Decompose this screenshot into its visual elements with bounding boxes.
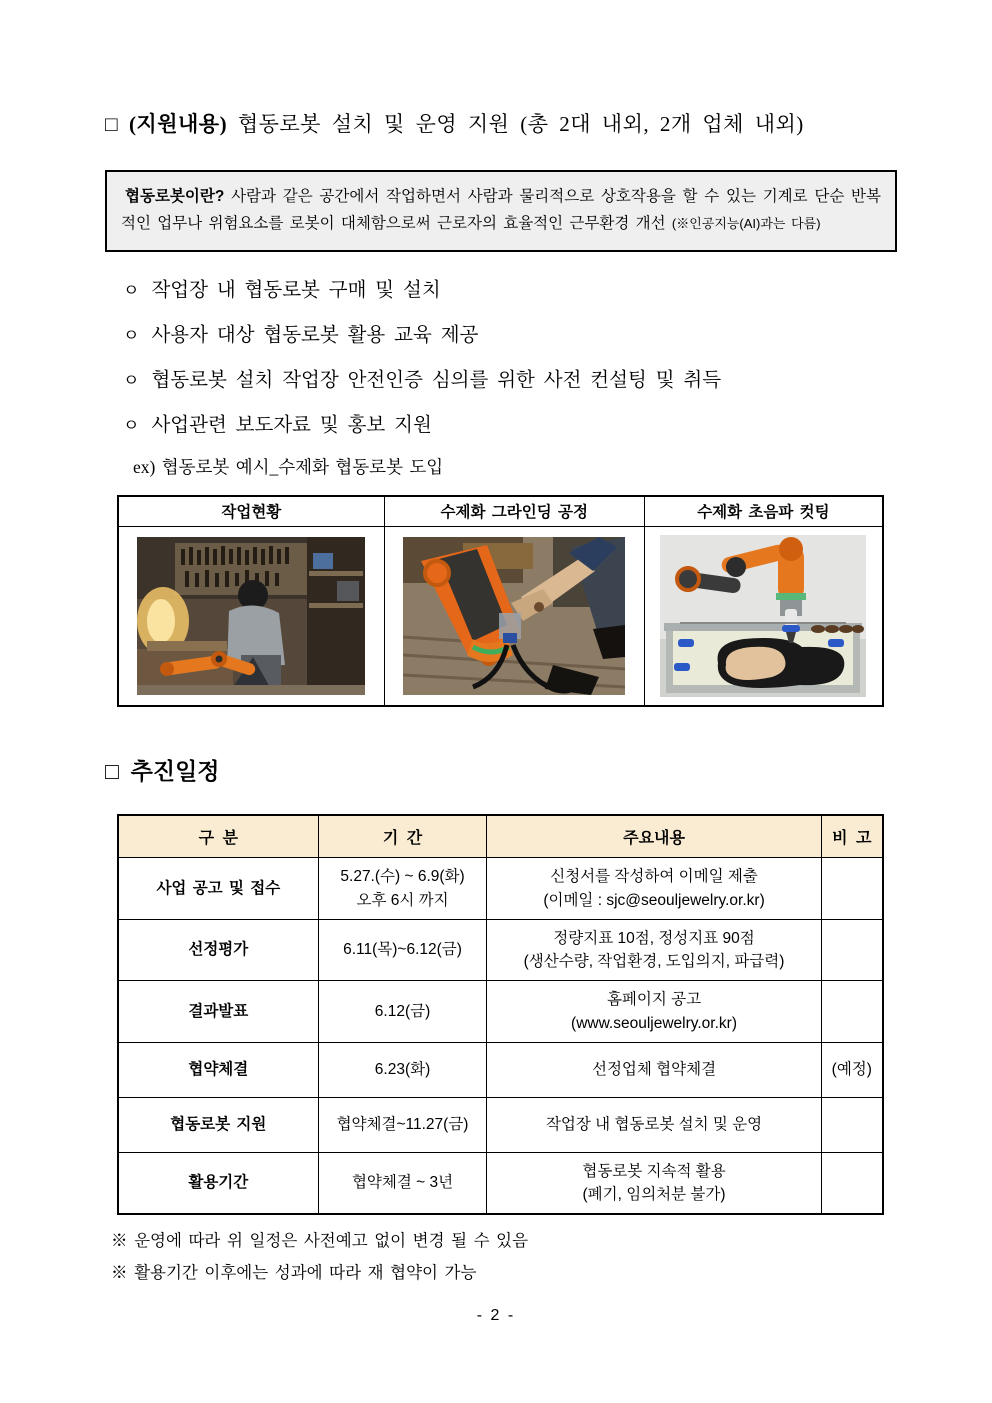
cobot-definition-box (105, 170, 897, 252)
cell-period: 6.23(화) (318, 1042, 487, 1097)
cell-period: 6.11(목)~6.12(금) (318, 919, 487, 981)
bullet-glyph: ㅇ (123, 416, 140, 436)
bullet-text: 사용자 대상 협동로봇 활용 교육 제공 (151, 325, 479, 347)
page-number: - 2 - (476, 1307, 516, 1324)
section1-checkbox-glyph: □ (105, 112, 119, 136)
column-header-category: 구 분 (118, 815, 318, 858)
cell-note (821, 1152, 883, 1214)
bullet-text: 협동로봇 설치 작업장 안전인증 심의를 위한 사전 컨설팅 및 취득 (151, 370, 722, 392)
cell-note: (예정) (821, 1042, 883, 1097)
photo-cell-grinding (384, 527, 644, 707)
photo-header-workshop: 작업현황 (118, 496, 384, 527)
section2-title (105, 753, 897, 786)
example-line: ex) 협동로봇 예시_수제화 협동로봇 도입 (133, 457, 444, 478)
support-bullet-list (105, 274, 897, 479)
cutting-photo (660, 535, 866, 697)
list-item (123, 364, 897, 392)
cell-content: 홈페이지 공고 (www.seouljewelry.or.kr) (487, 981, 821, 1043)
cell-note (821, 981, 883, 1043)
table-row (118, 919, 883, 981)
example-photo-table (117, 495, 884, 707)
photo-cell-workshop (118, 527, 384, 707)
column-header-note: 비 고 (821, 815, 883, 858)
definition-note: (※인공지능(AI)과는 다름) (671, 216, 821, 232)
photo-cell-cutting (644, 527, 883, 707)
definition-text: 사람과 같은 공간에서 작업하면서 사람과 물리적으로 상호작용을 할 수 있는 기계로 단순 반복적인 업무나 위험요소를 로봇이 대체함으로써 근로자의 효율적인 근무환경 개선 (121, 188, 881, 233)
list-item (123, 274, 897, 302)
cell-content: 협동로봇 지속적 활용 (폐기, 임의처분 불가) (487, 1152, 821, 1214)
photo-header-cutting: 수제화 초음파 컷팅 (644, 496, 883, 527)
table-row (118, 1152, 883, 1214)
table-row (118, 1042, 883, 1097)
section2-title-text: 추진일정 (130, 759, 220, 785)
column-header-period: 기 간 (318, 815, 487, 858)
cell-content: 신청서를 작성하여 이메일 제출 (이메일 : sjc@seouljewelry.or.kr) (487, 858, 821, 920)
schedule-table (117, 814, 884, 1215)
cell-period: 협약체결~11.27(금) (318, 1097, 487, 1152)
document-content (105, 0, 897, 1291)
cell-category: 선정평가 (118, 919, 318, 981)
list-item (123, 319, 897, 347)
table-row (118, 858, 883, 920)
cell-note (821, 919, 883, 981)
table-row (118, 1097, 883, 1152)
photo-row (118, 527, 883, 707)
section1-title-text: 협동로봇 설치 및 운영 지원 (총 2대 내외, 2개 업체 내외) (237, 112, 804, 136)
bullet-text: 작업장 내 협동로봇 구매 및 설치 (151, 280, 441, 302)
schedule-header-row (118, 815, 883, 858)
table-row (118, 981, 883, 1043)
cell-content: 정량지표 10점, 정성지표 90점 (생산수량, 작업환경, 도입의지, 파급력) (487, 919, 821, 981)
footnotes (111, 1227, 897, 1283)
cell-note (821, 858, 883, 920)
cell-category: 사업 공고 및 접수 (118, 858, 318, 920)
section1-title-keyword: (지원내용) (128, 112, 228, 136)
cell-period: 5.27.(수) ~ 6.9(화) 오후 6시 까지 (318, 858, 487, 920)
photo-header-grinding: 수제화 그라인딩 공정 (384, 496, 644, 527)
column-header-content: 주요내용 (487, 815, 821, 858)
cell-category: 협동로봇 지원 (118, 1097, 318, 1152)
photo-header-row (118, 496, 883, 527)
cell-category: 결과발표 (118, 981, 318, 1043)
bullet-glyph: ㅇ (123, 281, 140, 301)
cell-note (821, 1097, 883, 1152)
cell-content: 작업장 내 협동로봇 설치 및 운영 (487, 1097, 821, 1152)
bullet-glyph: ㅇ (123, 326, 140, 346)
cell-category: 활용기간 (118, 1152, 318, 1214)
cell-content: 선정업체 협약체결 (487, 1042, 821, 1097)
section2-checkbox-glyph: □ (105, 759, 119, 785)
workshop-photo (137, 537, 365, 695)
definition-term: 협동로봇이란? (125, 188, 225, 205)
bullet-glyph: ㅇ (123, 371, 140, 391)
cell-category: 협약체결 (118, 1042, 318, 1097)
footnote: ※ 활용기간 이후에는 성과에 따라 재 협약이 가능 (111, 1264, 477, 1283)
list-item (123, 409, 897, 437)
grinding-photo (403, 537, 625, 695)
cell-period: 협약체결 ~ 3년 (318, 1152, 487, 1214)
footnote: ※ 운영에 따라 위 일정은 사전예고 없이 변경 될 수 있음 (111, 1232, 529, 1251)
section1-title (105, 108, 897, 138)
bullet-text: 사업관련 보도자료 및 홍보 지원 (151, 415, 432, 437)
cell-period: 6.12(금) (318, 981, 487, 1043)
